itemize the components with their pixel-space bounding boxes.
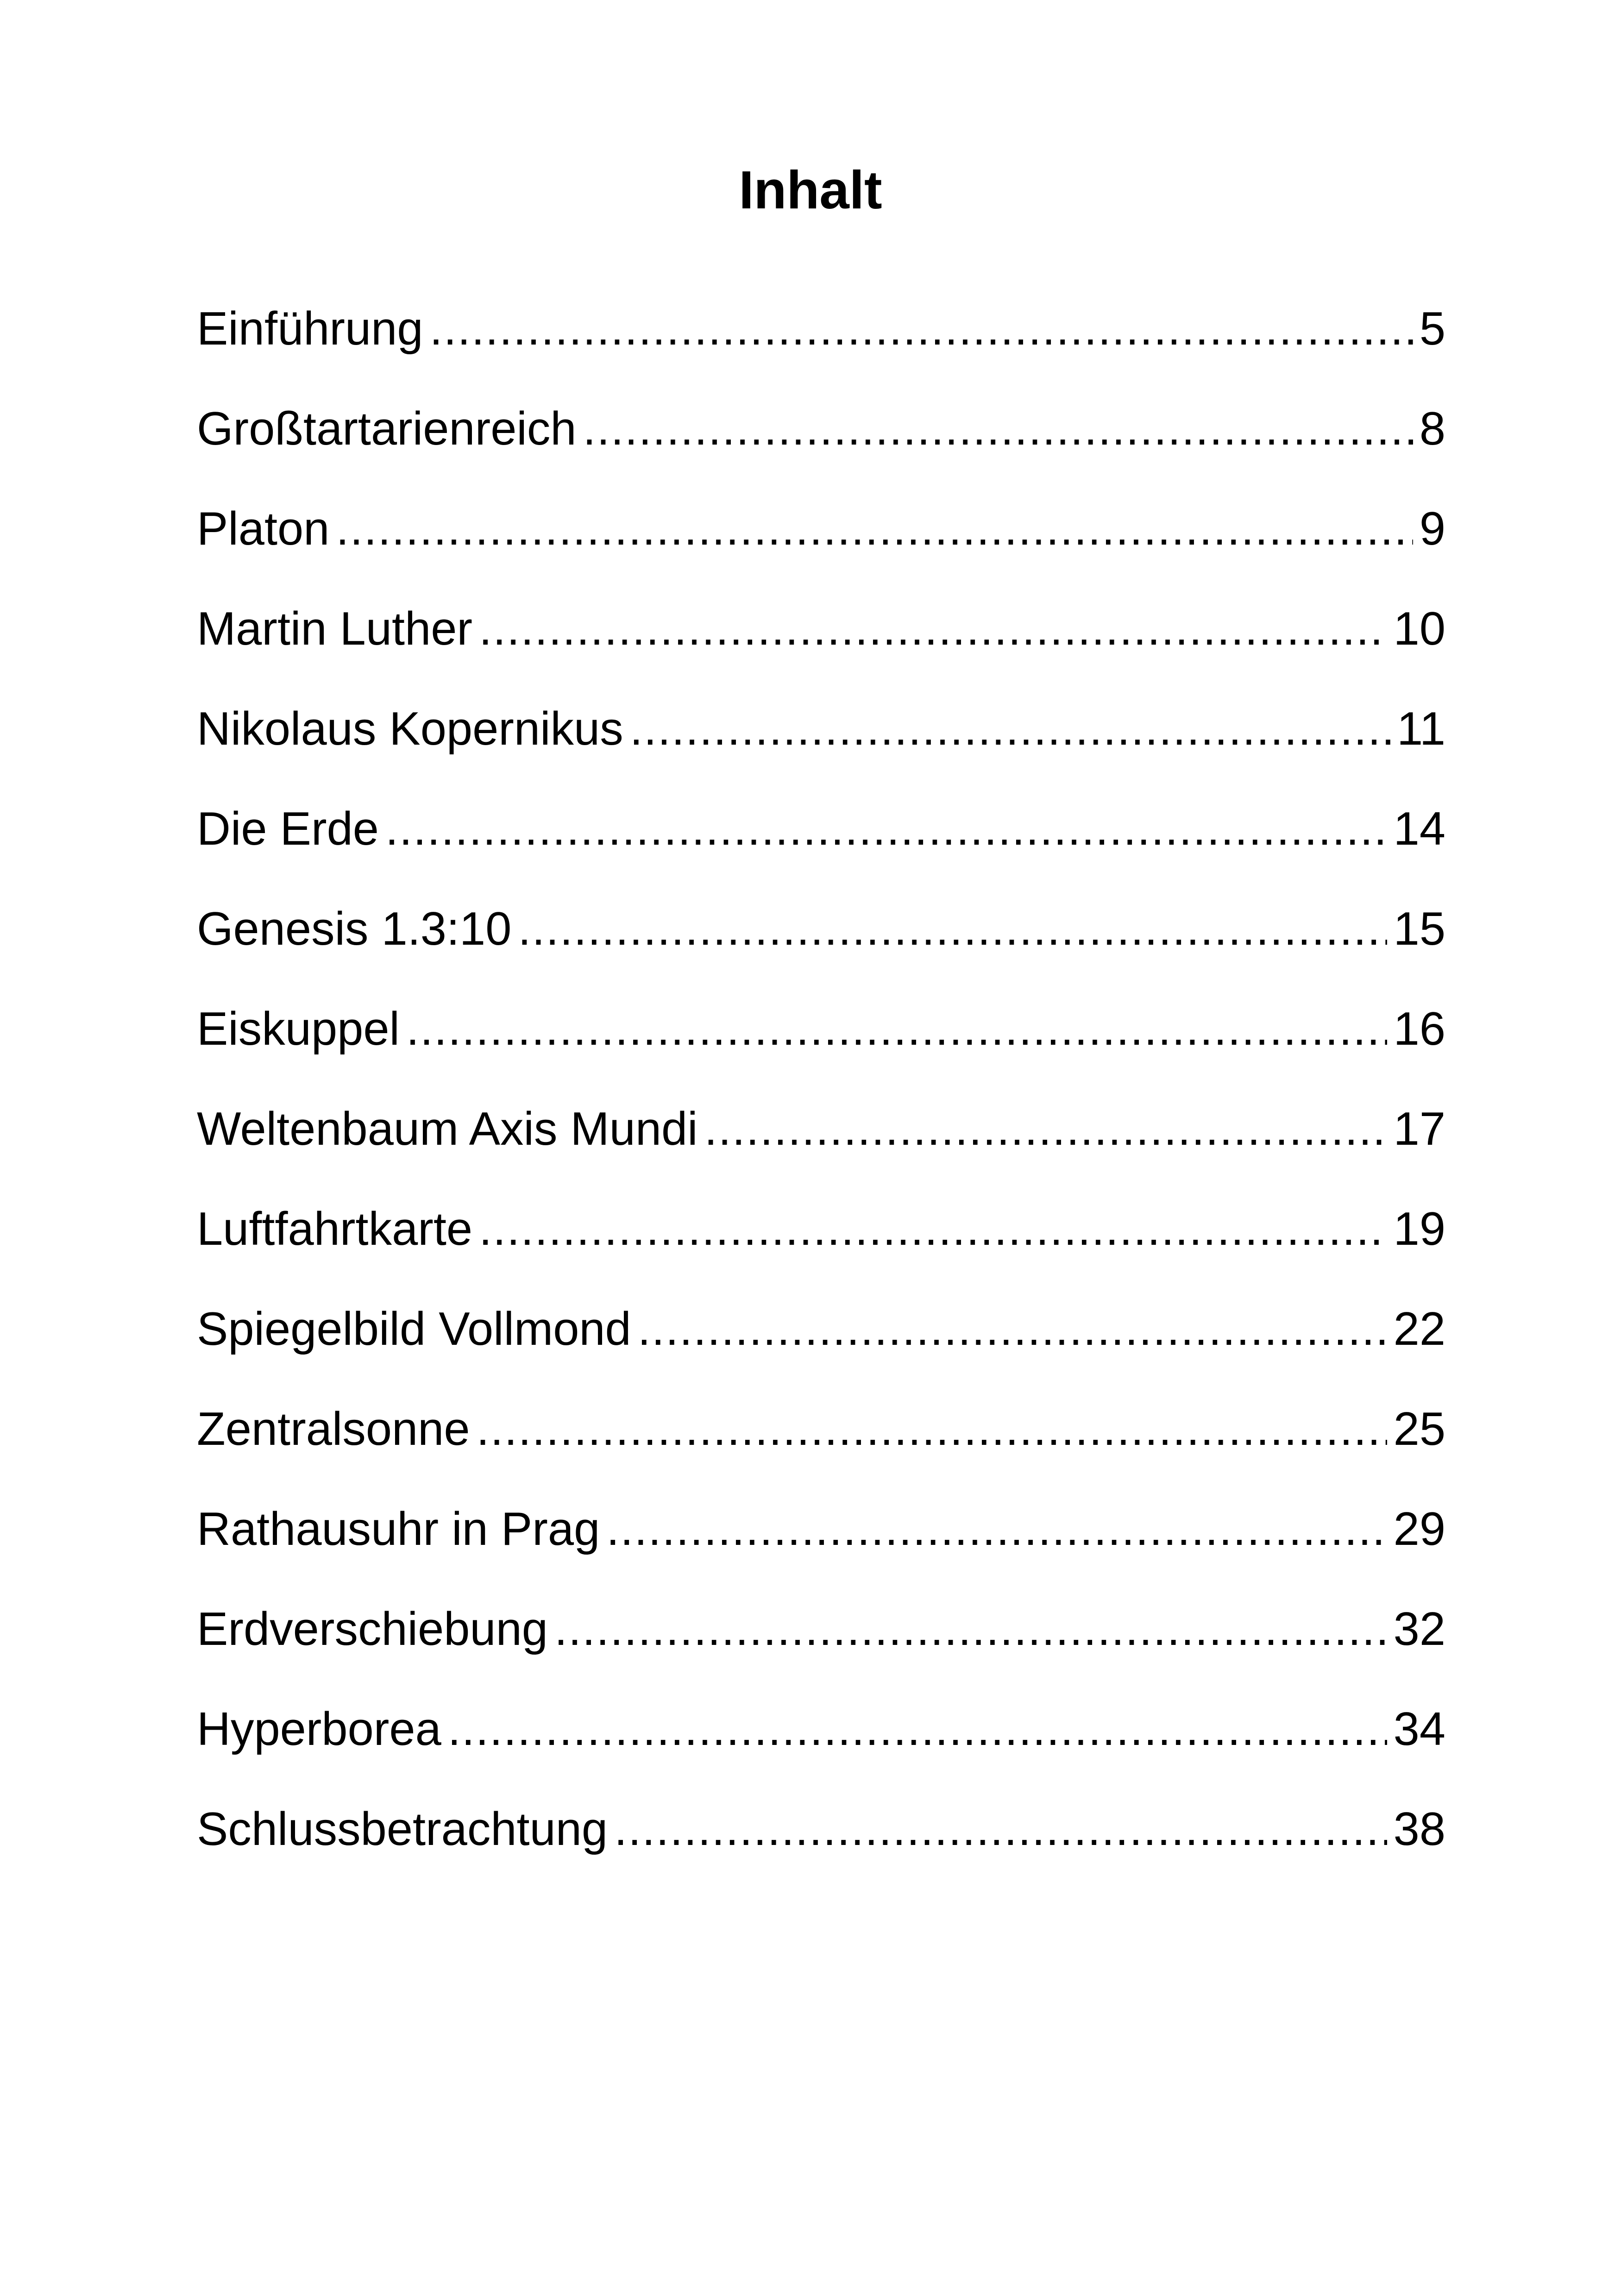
toc-dot-leader xyxy=(704,1097,1387,1161)
toc-entry-page: 14 xyxy=(1393,803,1445,855)
toc-entry-label: Einführung xyxy=(197,303,423,355)
toc-dot-leader xyxy=(606,1497,1387,1562)
toc-entry-page: 11 xyxy=(1397,703,1445,755)
toc-entry-label: Hyperborea xyxy=(197,1703,441,1755)
toc-entry-page: 38 xyxy=(1393,1803,1445,1855)
toc-entry-label: Schlussbetrachtung xyxy=(197,1803,608,1855)
toc-dot-leader xyxy=(385,797,1387,861)
toc-dot-leader xyxy=(336,496,1413,561)
toc-entry-label: Rathausuhr in Prag xyxy=(197,1503,600,1555)
toc-entry xyxy=(197,596,1445,696)
toc-entry-label: Spiegelbild Vollmond xyxy=(197,1303,631,1355)
toc-dot-leader xyxy=(430,296,1413,361)
toc-entry-page: 15 xyxy=(1393,903,1445,955)
toc-entry-page: 9 xyxy=(1419,503,1445,555)
toc-entry xyxy=(197,897,1445,997)
toc-entry xyxy=(197,1397,1445,1497)
toc-entry-label: Eiskuppel xyxy=(197,1003,400,1055)
toc-entry xyxy=(197,1797,1445,1897)
toc-entry-page: 10 xyxy=(1393,603,1445,655)
toc-entry-label: Großtartarienreich xyxy=(197,403,577,455)
toc-entry-page: 22 xyxy=(1393,1303,1445,1355)
toc-entry-page: 34 xyxy=(1393,1703,1445,1755)
toc-entry xyxy=(197,1697,1445,1797)
toc-entry xyxy=(197,396,1445,496)
toc-entry xyxy=(197,1297,1445,1397)
toc-entry-label: Genesis 1.3:10 xyxy=(197,903,512,955)
toc-dot-leader xyxy=(406,997,1387,1061)
toc-entry-page: 19 xyxy=(1393,1203,1445,1255)
toc-entry xyxy=(197,997,1445,1097)
toc-dot-leader xyxy=(479,596,1387,661)
toc-entry xyxy=(197,696,1445,797)
toc-entry xyxy=(197,1097,1445,1197)
toc-entry-label: Nikolaus Kopernikus xyxy=(197,703,623,755)
toc-entry-page: 5 xyxy=(1419,303,1445,355)
toc-entry-page: 25 xyxy=(1393,1403,1445,1455)
toc-entry-page: 32 xyxy=(1393,1603,1445,1655)
toc-dot-leader xyxy=(518,897,1387,961)
toc-dot-leader xyxy=(477,1397,1387,1462)
toc-list xyxy=(197,296,1445,1897)
toc-entry-label: Weltenbaum Axis Mundi xyxy=(197,1103,698,1155)
toc-entry xyxy=(197,1597,1445,1697)
toc-dot-leader xyxy=(583,396,1413,461)
toc-title: Inhalt xyxy=(739,160,882,220)
toc-dot-leader xyxy=(448,1697,1387,1762)
toc-entry xyxy=(197,1497,1445,1597)
toc-entry-label: Platon xyxy=(197,503,330,555)
toc-entry-page: 17 xyxy=(1393,1103,1445,1155)
toc-entry-label: Zentralsonne xyxy=(197,1403,470,1455)
toc-dot-leader xyxy=(638,1297,1387,1361)
toc-entry-label: Erdverschiebung xyxy=(197,1603,548,1655)
toc-entry xyxy=(197,296,1445,396)
toc-entry xyxy=(197,1197,1445,1297)
toc-entry-page: 8 xyxy=(1419,403,1445,455)
toc-entry-page: 16 xyxy=(1393,1003,1445,1055)
toc-entry xyxy=(197,797,1445,897)
toc-dot-leader xyxy=(614,1797,1387,1862)
toc-entry xyxy=(197,496,1445,596)
toc-dot-leader xyxy=(479,1197,1387,1261)
toc-dot-leader xyxy=(554,1597,1387,1662)
toc-dot-leader xyxy=(630,696,1390,761)
toc-entry-page: 29 xyxy=(1393,1503,1445,1555)
toc-entry-label: Die Erde xyxy=(197,803,379,855)
toc-entry-label: Luftfahrtkarte xyxy=(197,1203,473,1255)
toc-entry-label: Martin Luther xyxy=(197,603,473,655)
